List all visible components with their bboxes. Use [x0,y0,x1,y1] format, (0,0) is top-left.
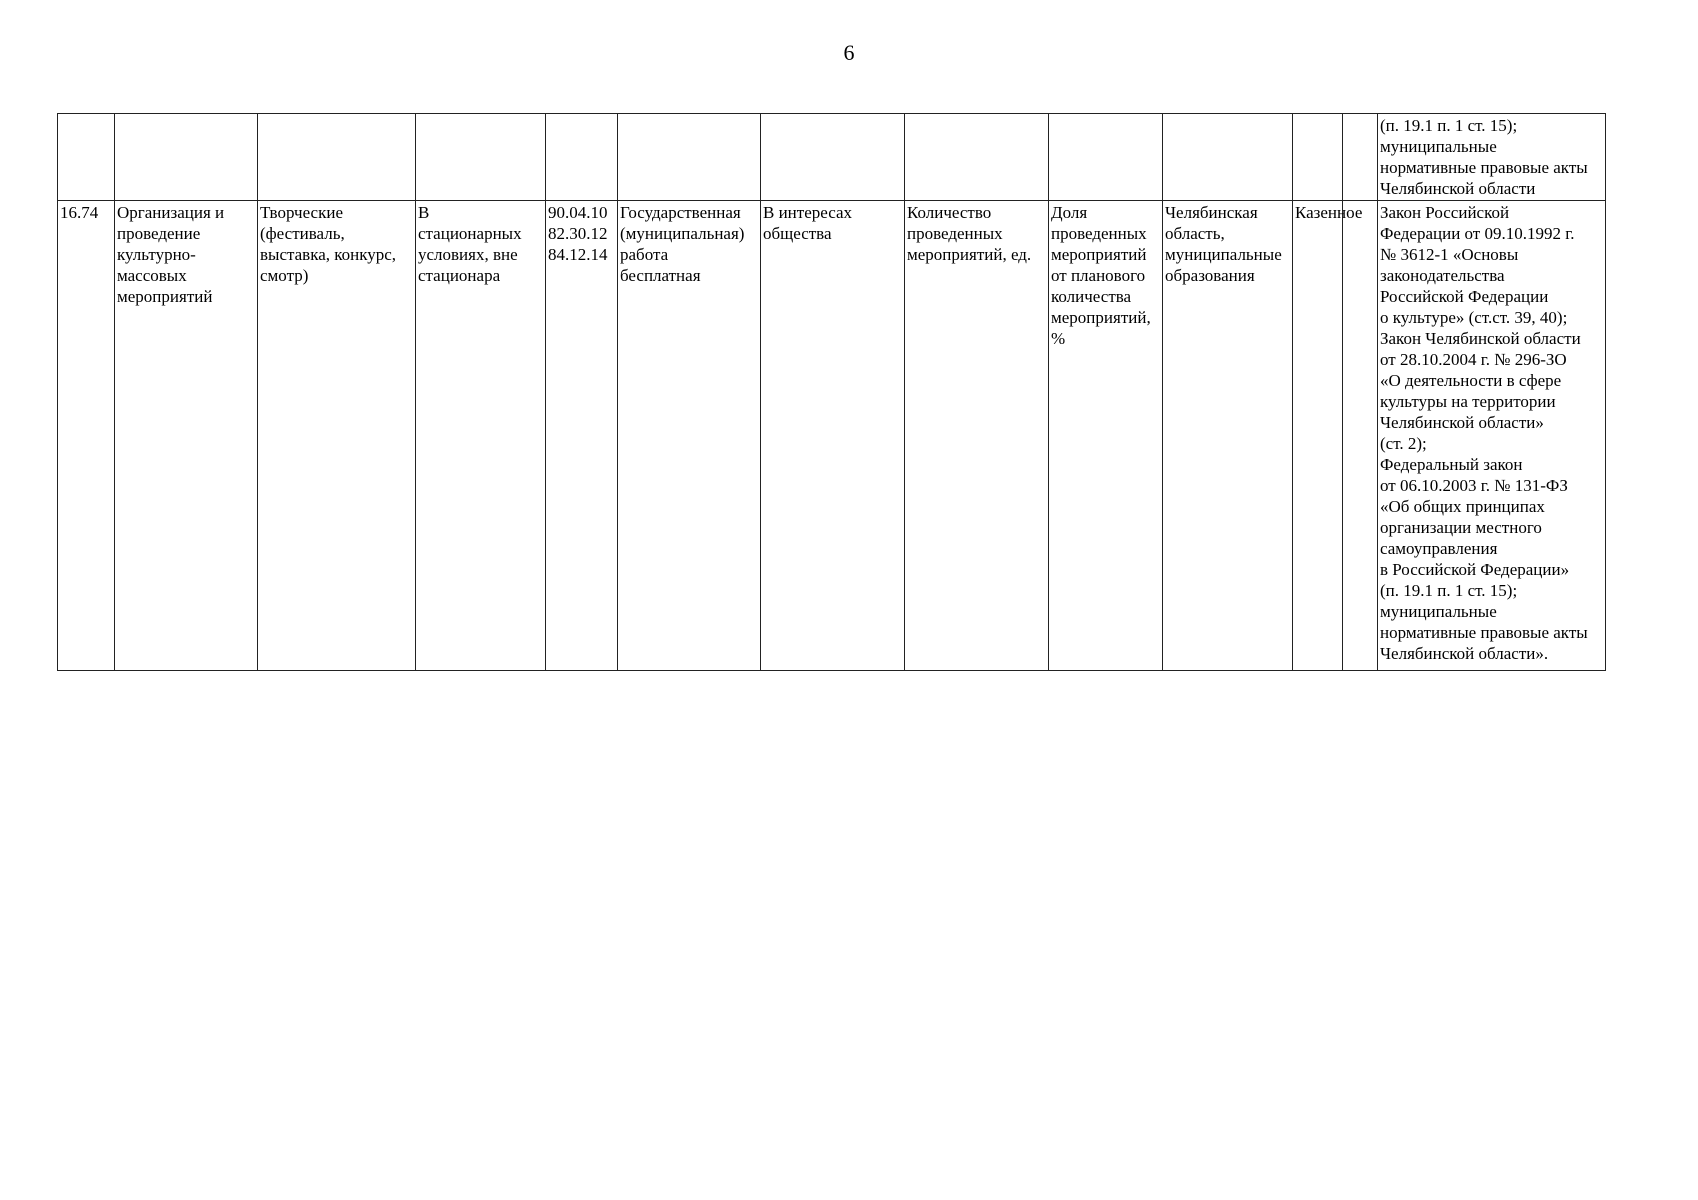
volume-indicator-cell: Количество проведенных мероприятий, ед. [905,201,1049,671]
region-cell: Челябинская область, муниципальные образования [1163,201,1293,671]
legal-basis-cell: (п. 19.1 п. 1 ст. 15); муниципальные нормативные правовые акты Челябинской области [1378,114,1606,201]
table-cell [618,114,761,201]
table-cell [1293,114,1343,201]
consumers-cell: В интересах общества [761,201,905,671]
table-cell [1049,114,1163,201]
table-cell [1343,201,1378,671]
row-number-cell: 16.74 [58,201,115,671]
okved-codes-cell: 90.04.10 82.30.12 84.12.14 [546,201,618,671]
table-row [58,114,1606,201]
table-cell [416,114,546,201]
table-cell [1343,114,1378,201]
document-table [57,113,1606,671]
table-cell [1163,114,1293,201]
table-cell [115,114,258,201]
work-name-cell: Организация и проведение культурно- массовых мероприятий [115,201,258,671]
table-cell [258,114,416,201]
legal-basis-cell: Закон Российской Федерации от 09.10.1992 г. № 3612-1 «Основы законодательства Российской Федерации о культуре» (ст.ст. 39, 40); Закон Челябинской области от 28.10.2004 г. № 296-ЗО «О деятельности в сфере культуры на территории Челябинской области» (ст. 2); Федеральный закон от 06.10.2003 г. № 131-ФЗ «Об общих принципах организации местного самоуправления в Российской Федерации» (п. 19.1 п. 1 ст. 15); муниципальные нормативные правовые акты Челябинской области». [1378,201,1606,671]
table-cell [905,114,1049,201]
page-number: 6 [843,40,855,65]
table-cell [546,114,618,201]
conditions-cell: В стационарных условиях, вне стационара [416,201,546,671]
work-type-cell: Государственная (муниципальная) работа бесплатная [618,201,761,671]
table-cell [58,114,115,201]
table-row [58,201,1606,671]
institution-type-cell: Казенное [1293,201,1343,671]
work-content-cell: Творческие (фестиваль, выставка, конкурс, смотр) [258,201,416,671]
table-cell [761,114,905,201]
quality-indicator-cell: Доля проведенных мероприятий от планового количества мероприятий, % [1049,201,1163,671]
